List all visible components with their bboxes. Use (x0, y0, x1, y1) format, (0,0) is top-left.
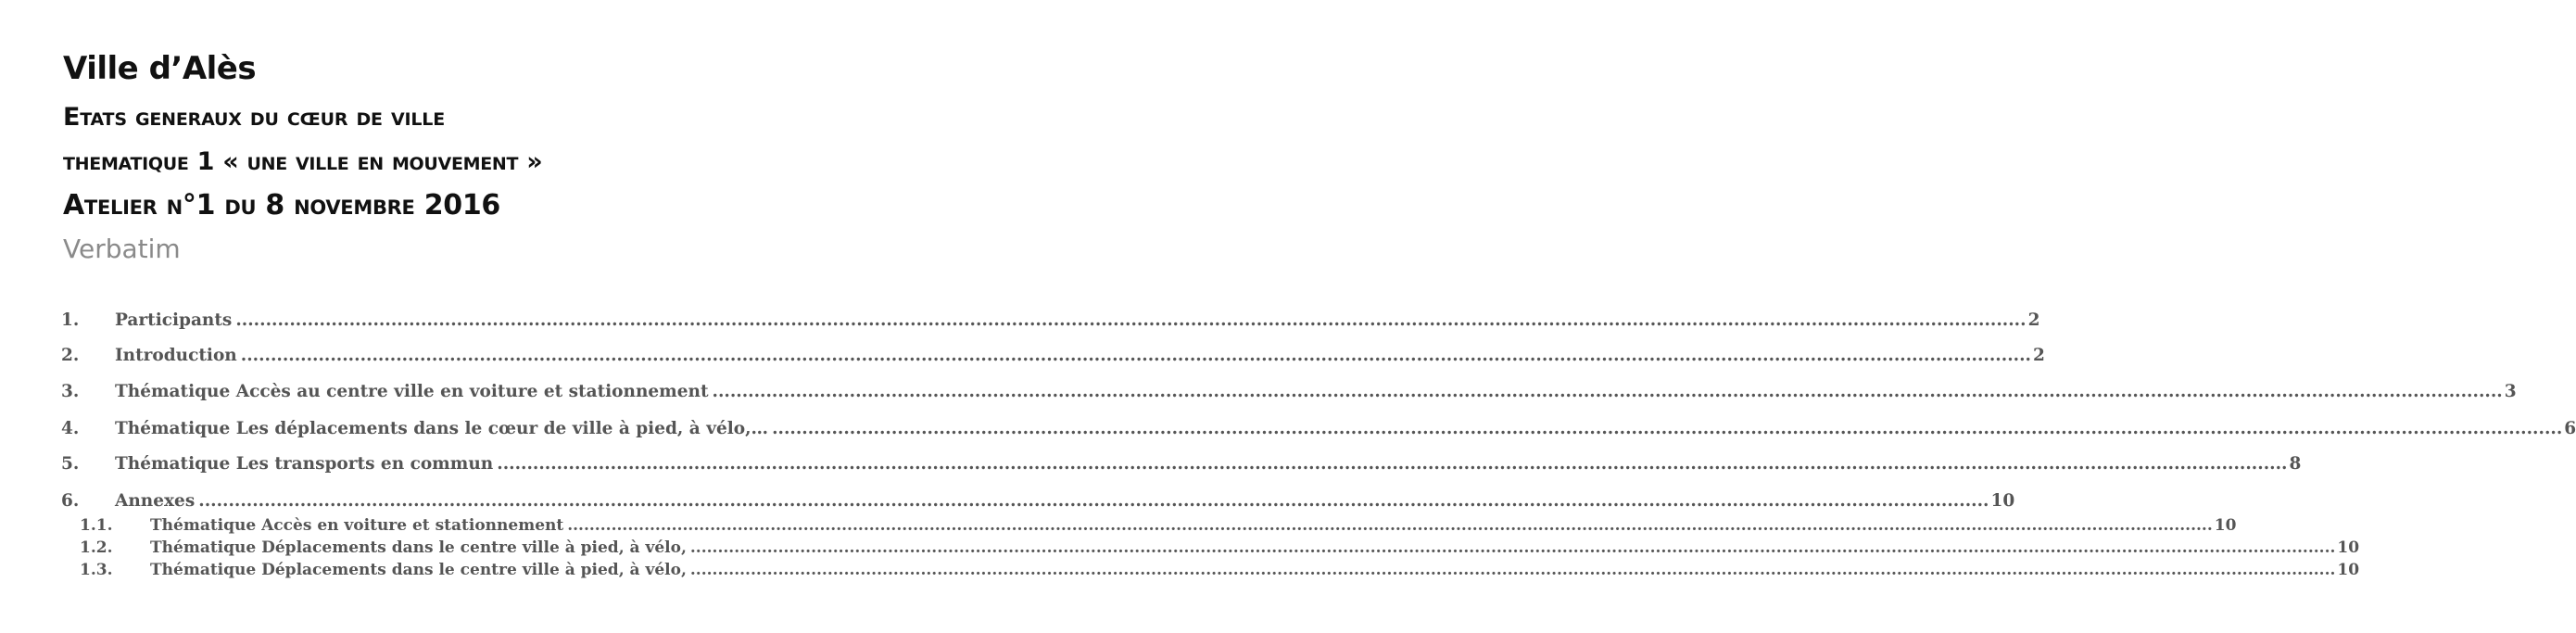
toc-entry-label: Participants (115, 310, 233, 330)
document-title-line-3: thematique 1 « une ville en mouvement » (63, 147, 543, 176)
toc-entry-label: Annexes (115, 491, 196, 511)
toc-dot-leader: ............................................................................................................................................................................................................................................................................................................ (567, 516, 2213, 535)
toc-entry-label: Thématique Les déplacements dans le cœur de ville à pied, à vélo,… (115, 419, 769, 438)
toc-dot-leader: ............................................................................................................................................................................................................................................................................................................ (198, 491, 1989, 511)
toc-entry-page: 10 (2214, 516, 2237, 535)
toc-entry-number: 6. (61, 491, 80, 511)
toc-entry-page: 2 (2027, 310, 2040, 330)
toc-dot-leader: ............................................................................................................................................................................................................................................................................................................ (497, 454, 2288, 474)
toc-entry-number: 1.1. (80, 516, 113, 535)
toc-entry-label: Thématique Les transports en commun (115, 454, 494, 474)
toc-dot-leader: ............................................................................................................................................................................................................................................................................................................ (712, 382, 2503, 401)
toc-entry-page: 10 (1990, 491, 2015, 511)
document-title-line-2: Etats generaux du cœur de ville (63, 103, 445, 132)
toc-entry-number: 3. (61, 382, 80, 401)
toc-entry-number: 1.3. (80, 561, 113, 579)
toc-entry-6[interactable] (61, 491, 2015, 511)
toc-entry-number: 1. (61, 310, 80, 330)
document-subtitle: Verbatim (63, 234, 181, 264)
toc-entry-5[interactable] (61, 454, 2302, 474)
toc-entry-page: 3 (2504, 382, 2517, 401)
document-title-line-4: Atelier n°1 du 8 novembre 2016 (63, 189, 501, 222)
toc-entry-label: Thématique Accès en voiture et stationnement (150, 516, 564, 535)
toc-dot-leader: ............................................................................................................................................................................................................................................................................................................ (772, 419, 2563, 438)
toc-entry-label: Introduction (115, 346, 237, 365)
city-title: Ville d’Alès (63, 50, 257, 87)
toc-subentry-1-2[interactable] (61, 538, 2360, 557)
toc-entry-2[interactable] (61, 346, 2045, 365)
toc-subentry-1-1[interactable] (61, 516, 2237, 535)
toc-dot-leader: ............................................................................................................................................................................................................................................................................................................ (689, 561, 2336, 579)
toc-dot-leader: ............................................................................................................................................................................................................................................................................................................ (689, 538, 2336, 557)
toc-entry-4[interactable] (61, 419, 2576, 438)
toc-entry-page: 2 (2032, 346, 2045, 365)
toc-entry-page: 6 (2564, 419, 2576, 438)
toc-entry-page: 8 (2289, 454, 2302, 474)
toc-entry-label: Thématique Déplacements dans le centre ville à pied, à vélo, (150, 538, 687, 557)
toc-entry-label: Thématique Accès au centre ville en voiture et stationnement (115, 382, 709, 401)
toc-dot-leader: ............................................................................................................................................................................................................................................................................................................ (240, 346, 2031, 365)
toc-entry-number: 4. (61, 419, 80, 438)
toc-subentry-1-3[interactable] (61, 561, 2360, 579)
toc-entry-number: 2. (61, 346, 80, 365)
toc-entry-page: 10 (2337, 538, 2360, 557)
toc-entry-page: 10 (2337, 561, 2360, 579)
toc-entry-1[interactable] (61, 310, 2040, 330)
toc-entry-number: 1.2. (80, 538, 113, 557)
toc-dot-leader: ............................................................................................................................................................................................................................................................................................................ (235, 310, 2027, 330)
toc-entry-label: Thématique Déplacements dans le centre ville à pied, à vélo, (150, 561, 687, 579)
toc-entry-number: 5. (61, 454, 80, 474)
toc-entry-3[interactable] (61, 382, 2517, 401)
